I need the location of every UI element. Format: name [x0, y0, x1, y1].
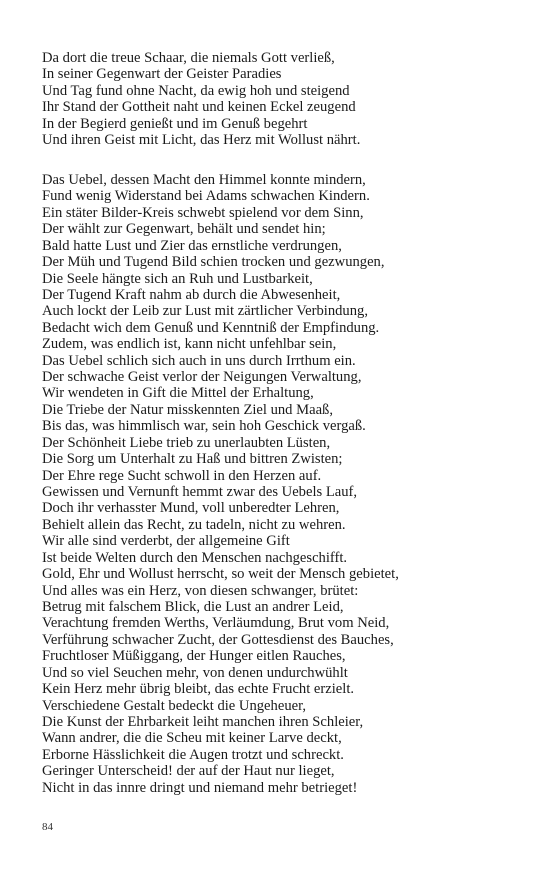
poem-line: Erborne Hässlichkeit die Augen trotzt und schreckt.	[42, 746, 344, 763]
poem-line: Und ihren Geist mit Licht, das Herz mit Wollust nährt.	[42, 132, 361, 149]
poem-line: Der Schönheit Liebe trieb zu unerlaubten Lüsten,	[42, 434, 331, 451]
poem-line: Auch lockt der Leib zur Lust mit zärtlicher Verbindung,	[42, 303, 368, 320]
poem-line: Der schwache Geist verlor der Neigungen Verwaltung,	[42, 369, 362, 386]
poem-line: Fruchtloser Müßiggang, der Hunger eitlen Rauches,	[42, 648, 346, 665]
poem-line: Ist beide Welten durch den Menschen nachgeschifft.	[42, 549, 348, 566]
poem-line: Gold, Ehr und Wollust herrscht, so weit der Mensch gebietet,	[42, 566, 399, 583]
poem-line: Nicht in das innre dringt und niemand mehr betrieget!	[42, 779, 358, 796]
page-number: 84	[42, 821, 53, 833]
poem-line: Geringer Unterscheid! der auf der Haut nur lieget,	[42, 763, 335, 780]
poem-line: Verführung schwacher Zucht, der Gottesdienst des Bauches,	[42, 631, 394, 648]
poem-line: Behielt allein das Recht, zu tadeln, nicht zu wehren.	[42, 516, 346, 533]
poem-line: Und alles was ein Herz, von diesen schwanger, brütet:	[42, 582, 359, 599]
poem-line: Der Müh und Tugend Bild schien trocken und gezwungen,	[42, 254, 385, 271]
poem-line: Das Uebel schlich sich auch in uns durch Irrthum ein.	[42, 352, 356, 369]
poem-line: Die Kunst der Ehrbarkeit leiht manchen ihren Schleier,	[42, 713, 364, 730]
poem-line: Betrug mit falschem Blick, die Lust an andrer Leid,	[42, 598, 344, 615]
poem-line: Und so viel Seuchen mehr, von denen undurchwühlt	[42, 664, 348, 681]
poem-line: Ein stäter Bilder-Kreis schwebt spielend vor dem Sinn,	[42, 204, 364, 221]
poem-line: Wann andrer, die die Scheu mit keiner Larve deckt,	[42, 730, 342, 747]
poem-line: Bis das, was himmlisch war, sein hoh Geschick vergaß.	[42, 418, 366, 435]
poem-line: Der Ehre rege Sucht schwoll in den Herzen auf.	[42, 467, 322, 484]
poem-line: Da dort die treue Schaar, die niemals Gott verließ,	[42, 50, 335, 66]
poem-line: Gewissen und Vernunft hemmt zwar des Uebels Lauf,	[42, 484, 358, 501]
poem-line: Verachtung fremden Werths, Verläumdung, Brut vom Neid,	[42, 615, 390, 632]
poem-line: Die Triebe der Natur misskennten Ziel und Maaß,	[42, 401, 334, 418]
poem-line: Verschiedene Gestalt bedeckt die Ungeheuer,	[42, 697, 307, 714]
poem-stanza-2	[42, 172, 512, 796]
poem-line: Der wählt zur Gegenwart, behält und sendet hin;	[42, 221, 326, 238]
poem-line: Der Tugend Kraft nahm ab durch die Abwesenheit,	[42, 286, 341, 303]
poem-line: Kein Herz mehr übrig bleibt, das echte Frucht erzielt.	[42, 681, 355, 698]
poem-line: Zudem, was endlich ist, kann nicht unfehlbar sein,	[42, 336, 337, 353]
poem-stanza-1	[42, 50, 512, 149]
poem-line: Bald hatte Lust und Zier das ernstliche verdrungen,	[42, 237, 342, 254]
poem-line: Das Uebel, dessen Macht den Himmel konnte mindern,	[42, 172, 366, 188]
poem-line: Wir alle sind verderbt, der allgemeine Gift	[42, 533, 290, 550]
poem-line: Wir wendeten in Gift die Mittel der Erhaltung,	[42, 385, 314, 402]
poem-line: Die Sorg um Unterhalt zu Haß und bittren Zwisten;	[42, 451, 343, 468]
poem-line: In seiner Gegenwart der Geister Paradies	[42, 66, 282, 83]
poem-line: Ihr Stand der Gottheit naht und keinen Eckel zeugend	[42, 99, 356, 116]
poem-line: Und Tag fund ohne Nacht, da ewig hoh und steigend	[42, 82, 350, 99]
poem-line: Fund wenig Widerstand bei Adams schwachen Kindern.	[42, 188, 370, 205]
poem-line: Die Seele hängte sich an Ruh und Lustbarkeit,	[42, 270, 313, 287]
poem-line: In der Begierd genießt und im Genuß begehrt	[42, 115, 308, 132]
poem-line: Doch ihr verhasster Mund, voll unberedter Lehren,	[42, 500, 340, 517]
poem-line: Bedacht wich dem Genuß und Kenntniß der Empfindung.	[42, 319, 380, 336]
